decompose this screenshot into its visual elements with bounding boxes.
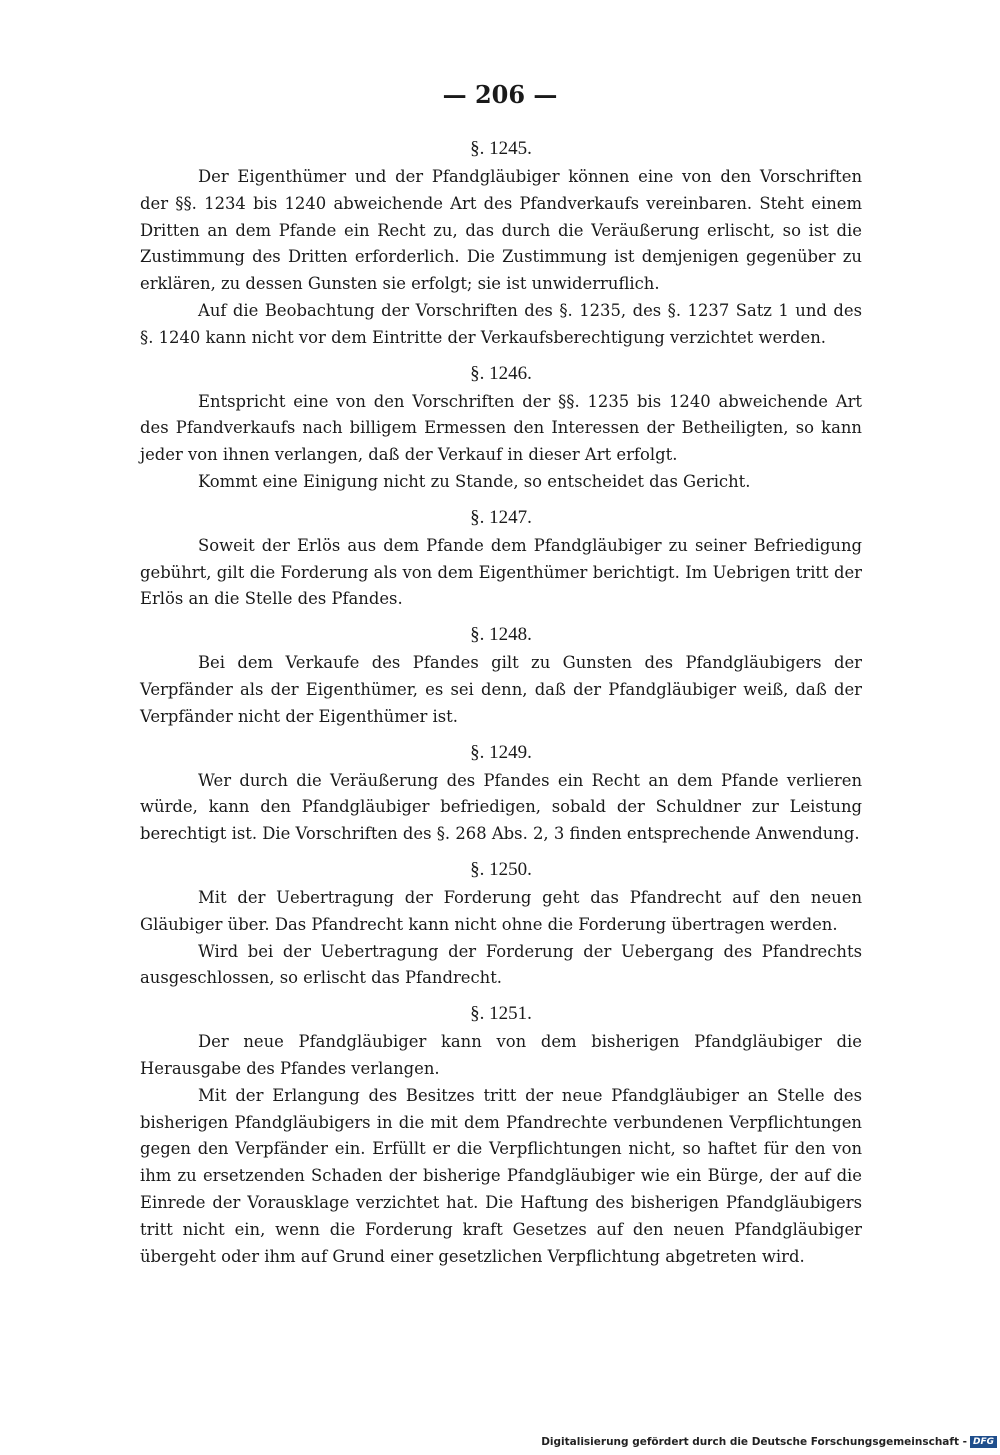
paragraph: Der Eigenthümer und der Pfandgläubiger können eine von den Vorschriften der §§. 1234 bis 1240 abweichende Art des Pfandverkaufs vereinbaren. Steht einem Dritten an dem Pfande ein Recht zu, das durch die Veräußerung erlischt, so ist die Zustimmung des Dritten erforderlich. Die Zustimmung ist demjenigen gegenüber zu erklären, zu dessen Gunsten sie erfolgt; sie ist unwiderruflich. [140, 167, 862, 294]
paragraph: Der neue Pfandgläubiger kann von dem bisherigen Pfandgläubiger die Herausgabe des Pfandes verlangen. [140, 1032, 862, 1078]
paragraph: Wer durch die Veräußerung des Pfandes ein Recht an dem Pfande verlieren würde, kann den Pfandgläubiger befriedigen, sobald der Schuldner zur Leistung berechtigt ist. Die Vorschriften des §. 268 Abs. 2, 3 finden entsprechende Anwendung. [140, 770, 862, 844]
paragraph: Auf die Beobachtung der Vorschriften des §. 1235, des §. 1237 Satz 1 und des §. 1240 kann nicht vor dem Eintritte der Verkaufsberechtigung verzichtet werden. [140, 300, 862, 347]
section-1249 [140, 740, 862, 848]
section-1246 [140, 361, 862, 496]
section-heading: §. 1251. [470, 1003, 532, 1025]
footer-text: Digitalisierung gefördert durch die Deutsche Forschungsgemeinschaft - [541, 1436, 967, 1448]
paragraph: Bei dem Verkaufe des Pfandes gilt zu Gunsten des Pfandgläubigers der Verpfänder als der Eigenthümer, es sei denn, daß der Pfandgläubiger weiß, daß der Verpfänder nicht der Eigenthümer ist. [140, 653, 862, 726]
section-heading: §. 1246. [470, 362, 532, 384]
section-1248 [140, 622, 862, 730]
paragraph: Soweit der Erlös aus dem Pfande dem Pfandgläubiger zu seiner Befriedigung gebührt, gilt die Forderung als von dem Eigenthümer berichtigt. Im Uebrigen tritt der Erlös an die Stelle des Pfandes. [140, 535, 862, 609]
section-1251 [140, 1001, 862, 1270]
paragraph: Wird bei der Uebertragung der Forderung der Uebergang des Pfandrechts ausgeschlossen, so erlischt das Pfandrecht. [140, 941, 862, 988]
digitization-footer [541, 1434, 997, 1450]
paragraph: Mit der Uebertragung der Forderung geht das Pfandrecht auf den neuen Gläubiger über. Das Pfandrecht kann nicht ohne die Forderung übertragen werden. [140, 887, 862, 934]
page-content [140, 136, 862, 1279]
section-1250 [140, 857, 862, 992]
section-heading: §. 1248. [470, 624, 532, 646]
section-heading: §. 1250. [470, 858, 532, 880]
section-heading: §. 1247. [470, 506, 532, 528]
section-1245 [140, 136, 862, 352]
paragraph: Kommt eine Einigung nicht zu Stande, so entscheidet das Gericht. [198, 471, 751, 491]
paragraph: Entspricht eine von den Vorschriften der §§. 1235 bis 1240 abweichende Art des Pfandverkaufs nach billigem Ermessen den Interessen der Betheiligten, so kann jeder von ihnen verlangen, daß der Verkauf in dieser Art erfolgt. [140, 391, 862, 465]
section-heading: §. 1249. [470, 741, 532, 763]
dfg-logo-icon: DFG [970, 1436, 997, 1448]
section-1247 [140, 505, 862, 613]
section-heading: §. 1245. [470, 138, 532, 159]
paragraph: Mit der Erlangung des Besitzes tritt der neue Pfandgläubiger an Stelle des bisherigen Pfandgläubigers in die mit dem Pfandrechte verbundenen Verpflichtungen gegen den Verpfänder ein. Erfüllt er die Verpflichtungen nicht, so haftet für den von ihm zu ersetzenden Schaden der bisherige Pfandgläubiger wie ein Bürge, der auf die Einrede der Vorausklage verzichtet hat. Die Haftung des bisherigen Pfandgläubigers tritt nicht ein, wenn die Forderung kraft Gesetzes auf den neuen Pfandgläubiger übergeht oder ihm auf Grund einer gesetzlichen Verpflichtung abgetreten wird. [140, 1085, 862, 1266]
page-number: — 206 — [442, 80, 558, 109]
